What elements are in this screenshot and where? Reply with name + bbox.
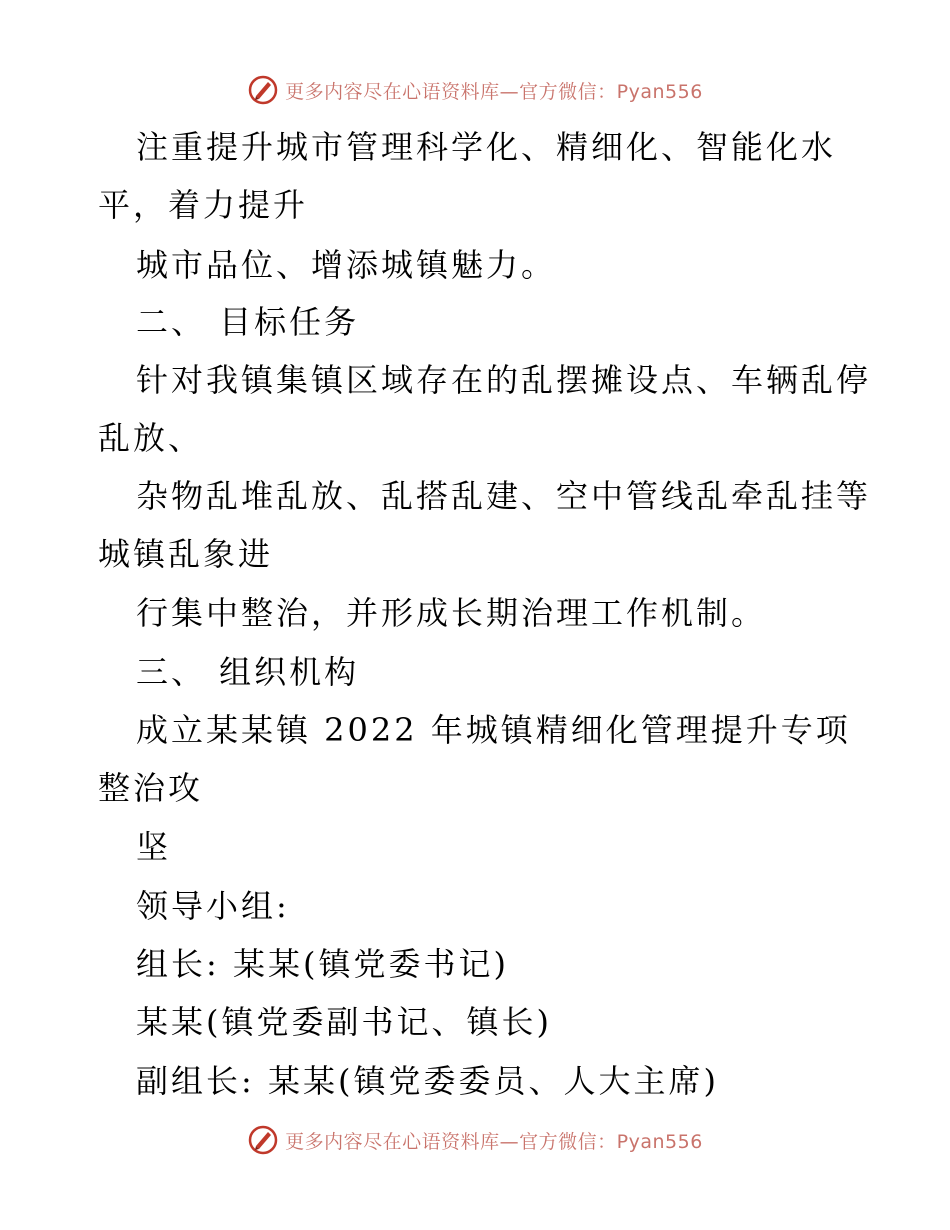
section-heading: 二、 目标任务	[136, 303, 360, 341]
text-line: 坚	[136, 828, 172, 866]
text-line: 副组长: 某某(镇党委委员、人大主席)	[136, 1062, 719, 1100]
text-line: 城镇乱象进	[98, 535, 274, 573]
section-heading: 三、 组织机构	[136, 653, 360, 691]
text-line: 针对我镇集镇区域存在的乱摆摊设点、车辆乱停	[136, 361, 872, 399]
text-line: 平，着力提升	[98, 186, 309, 224]
text-line: 组长: 某某(镇党委书记)	[136, 945, 509, 983]
text-line: 乱放、	[98, 419, 204, 457]
footer-watermark	[0, 1120, 950, 1160]
text-line: 行集中整治，并形成长期治理工作机制。	[136, 594, 767, 632]
watermark-text: 更多内容尽在心语资料库—官方微信：Pyan556	[285, 80, 703, 103]
text-line: 注重提升城市管理科学化、精细化、智能化水	[136, 128, 837, 166]
watermark-text: 更多内容尽在心语资料库—官方微信：Pyan556	[285, 1130, 703, 1153]
text-line: 成立某某镇 2022 年城镇精细化管理提升专项	[136, 711, 851, 749]
text-line: 整治攻	[98, 769, 204, 807]
pen-logo-icon	[247, 1124, 279, 1156]
text-line: 领导小组:	[136, 887, 290, 925]
text-line: 杂物乱堆乱放、乱搭乱建、空中管线乱牵乱挂等	[136, 477, 872, 515]
text-line: 城市品位、增添城镇魅力。	[136, 246, 557, 284]
text-line: 某某(镇党委副书记、镇长)	[136, 1003, 552, 1041]
